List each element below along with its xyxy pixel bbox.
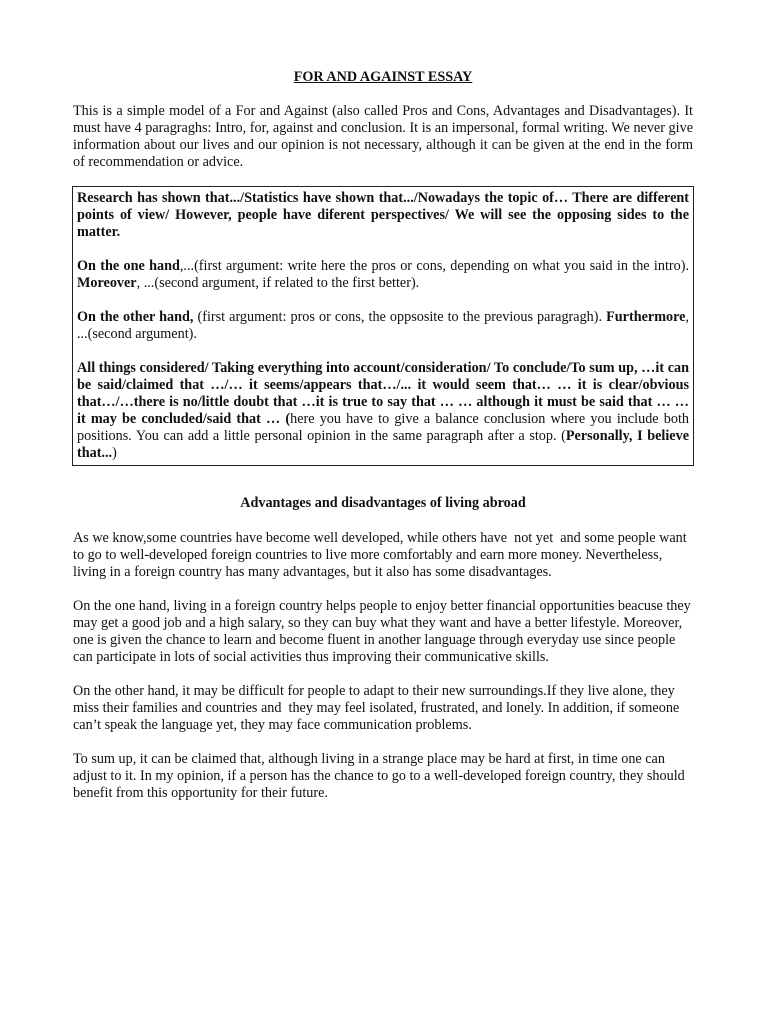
box-for-connector: On the one hand — [77, 258, 180, 274]
box-against-text-2: , ...(second argument). — [77, 309, 689, 342]
essay-paragraph-against: On the other hand, it may be difficult for people to adapt to their new surroundings.If they live alone, they miss their families and countries and they may feel isolated, frustrated, and lonely. In addition, if someone can’t speak the language yet, they may face communication problems. — [73, 683, 683, 733]
box-conclusion-phrases: All things considered/ Taking everything into account/consideration/ To conclude/To sum up, …it can be said/claimed that …/… it seems/appears that…/... it would seem that… … it is clear/obvious that…/…there is no/little doubt that …it is true to say that … … although it must be said that … … it may be concluded/said that … ( — [77, 360, 689, 427]
essay-paragraph-intro: As we know,some countries have become well developed, while others have not yet and some people want to go to well-developed foreign countries to live more comfortably and earn more money. Nevertheless, living in a foreign country has many advantages, but it also has some disadvantages. — [73, 530, 691, 580]
essay-title: Advantages and disadvantages of living abroad — [240, 495, 526, 511]
box-for-connector-2: Moreover — [77, 275, 137, 291]
box-conclusion-text-2: ) — [112, 445, 117, 461]
box-against-text: (first argument: pros or cons, the oppsosite to the previous paragragh). — [193, 309, 607, 325]
document-title: FOR AND AGAINST ESSAY — [293, 69, 473, 85]
box-conclusion-opinion: Personally, I believe that... — [77, 428, 689, 461]
box-conclusion-text: here you have to give a balance conclusion where you include both positions. You can add a little personal opinion in the same paragraph after a stop. ( — [77, 411, 689, 444]
box-against-paragraph — [77, 309, 689, 343]
box-intro-phrases: Research has shown that.../Statistics have shown that.../Nowadays the topic of… There are different points of view/ However, people have diferent perspectives/ We will see the opposing sides to the matter. — [77, 190, 689, 240]
model-phrases-box — [72, 186, 694, 466]
box-against-connector: On the other hand, — [77, 309, 194, 325]
box-conclusion-paragraph — [77, 360, 689, 462]
essay-paragraph-conclusion: To sum up, it can be claimed that, although living in a strange place may be hard at first, in time one can adjust to it. In my opinion, if a person has the chance to go to a well-developed foreign country, they should benefit from this opportunity for their future. — [73, 751, 689, 801]
intro-paragraph: This is a simple model of a For and Against (also called Pros and Cons, Advantages and Disadvantages). It must have 4 paragraghs: Intro, for, against and conclusion. It is an impersonal, formal writing. We never give information about our lives and our opinion is not necessary, although it can be given at the end in the form of recommendation or advice. — [73, 103, 693, 170]
essay-body — [73, 530, 693, 819]
box-against-connector-2: Furthermore — [606, 309, 686, 325]
box-for-text-2: , ...(second argument, if related to the first better). — [136, 275, 420, 291]
box-for-paragraph — [77, 258, 689, 292]
box-for-text: ,...(first argument: write here the pros or cons, depending on what you said in the intro). — [179, 258, 689, 274]
essay-paragraph-for: On the one hand, living in a foreign country helps people to enjoy better financial opportunities beacuse they may get a good job and a high salary, so they can buy what they want and have a better lifestyle. Moreover, one is given the chance to learn and become fluent in another language through everyday use since people can participate in lots of social activities thus improving their communicative skills. — [73, 598, 695, 665]
